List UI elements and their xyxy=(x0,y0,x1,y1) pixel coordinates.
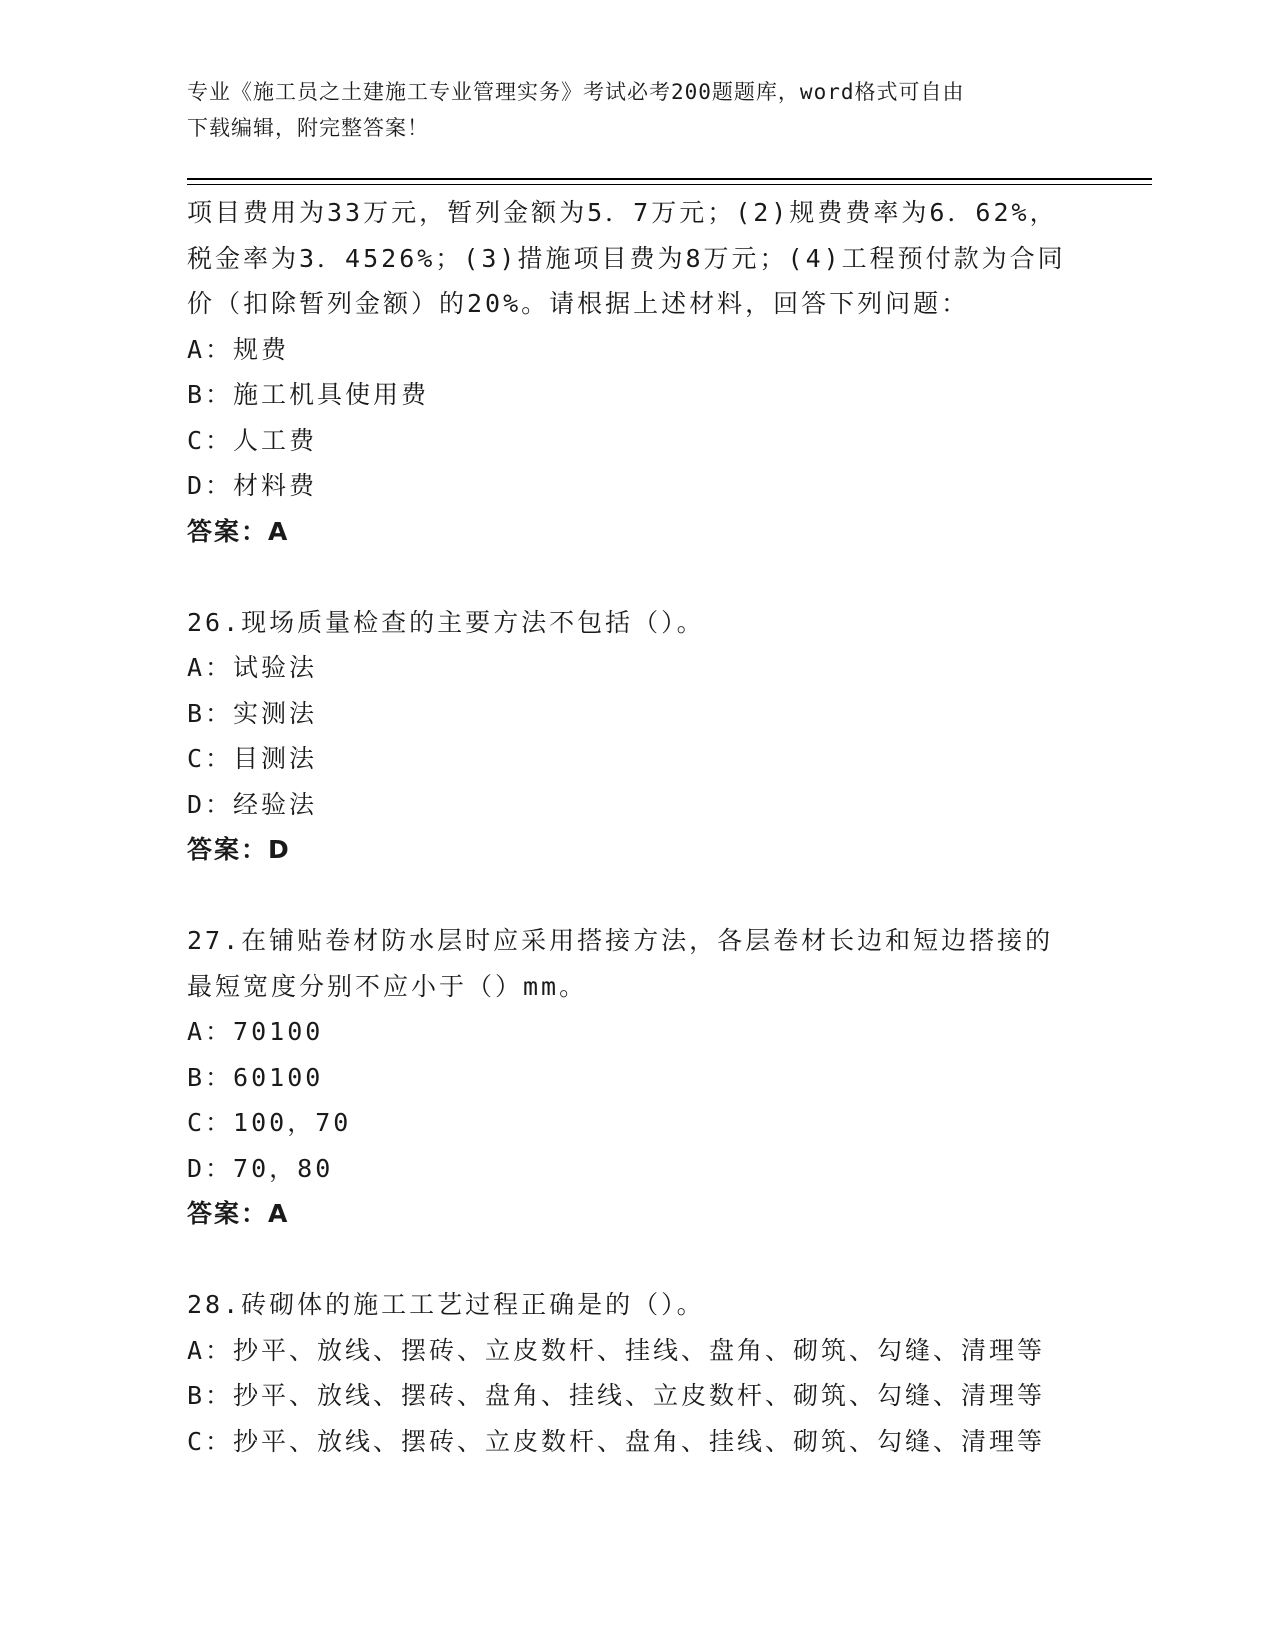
answer-line: 答案：A xyxy=(187,1199,290,1228)
document-body xyxy=(187,190,1147,1464)
question-27 xyxy=(187,918,1147,1237)
page-header xyxy=(187,74,1087,146)
option-c: C：人工费 xyxy=(187,425,318,455)
question-text-line: 26.现场质量检查的主要方法不包括（）。 xyxy=(187,607,705,637)
option-a: A：70100 xyxy=(187,1017,324,1046)
option-d: D：材料费 xyxy=(187,471,318,500)
option-b: B：施工机具使用费 xyxy=(187,380,430,409)
question-text-line: 税金率为3．4526%；(3)措施项目费为8万元；(4)工程预付款为合同 xyxy=(187,243,1066,273)
question-text-line: 28.砖砌体的施工工艺过程正确是的（）。 xyxy=(187,1290,705,1319)
option-a: A：规费 xyxy=(187,334,290,364)
question-28 xyxy=(187,1282,1147,1464)
header-divider-thick xyxy=(187,178,1152,180)
option-c: C：100，70 xyxy=(187,1108,352,1137)
question-text-line: 价（扣除暂列金额）的20%。请根据上述材料，回答下列问题： xyxy=(187,289,970,318)
option-b: B：实测法 xyxy=(187,698,318,728)
answer-line: 答案：A xyxy=(187,516,290,546)
header-line-1: 专业《施工员之土建施工专业管理实务》考试必考200题题库，word格式可自由 xyxy=(187,80,965,104)
option-c: C：目测法 xyxy=(187,744,318,773)
question-25-continued xyxy=(187,190,1147,554)
option-d: D：经验法 xyxy=(187,789,318,819)
option-d: D：70，80 xyxy=(187,1153,334,1183)
option-b: B：抄平、放线、摆砖、盘角、挂线、立皮数杆、砌筑、勾缝、清理等 xyxy=(187,1381,1046,1410)
header-divider-thin xyxy=(187,184,1152,185)
question-text-line: 项目费用为33万元，暂列金额为5．7万元；(2)规费费率为6．62%， xyxy=(187,198,1058,227)
question-text-line: 27.在铺贴卷材防水层时应采用搭接方法，各层卷材长边和短边搭接的 xyxy=(187,926,1054,955)
header-line-2: 下载编辑，附完整答案！ xyxy=(187,116,429,140)
option-a: A：抄平、放线、摆砖、立皮数杆、挂线、盘角、砌筑、勾缝、清理等 xyxy=(187,1335,1046,1365)
question-26 xyxy=(187,600,1147,873)
option-b: B：60100 xyxy=(187,1062,324,1092)
answer-line: 答案：D xyxy=(187,835,291,864)
option-a: A：试验法 xyxy=(187,653,318,682)
option-c: C：抄平、放线、摆砖、立皮数杆、盘角、挂线、砌筑、勾缝、清理等 xyxy=(187,1426,1046,1456)
question-text-line: 最短宽度分别不应小于（）mm。 xyxy=(187,971,588,1001)
